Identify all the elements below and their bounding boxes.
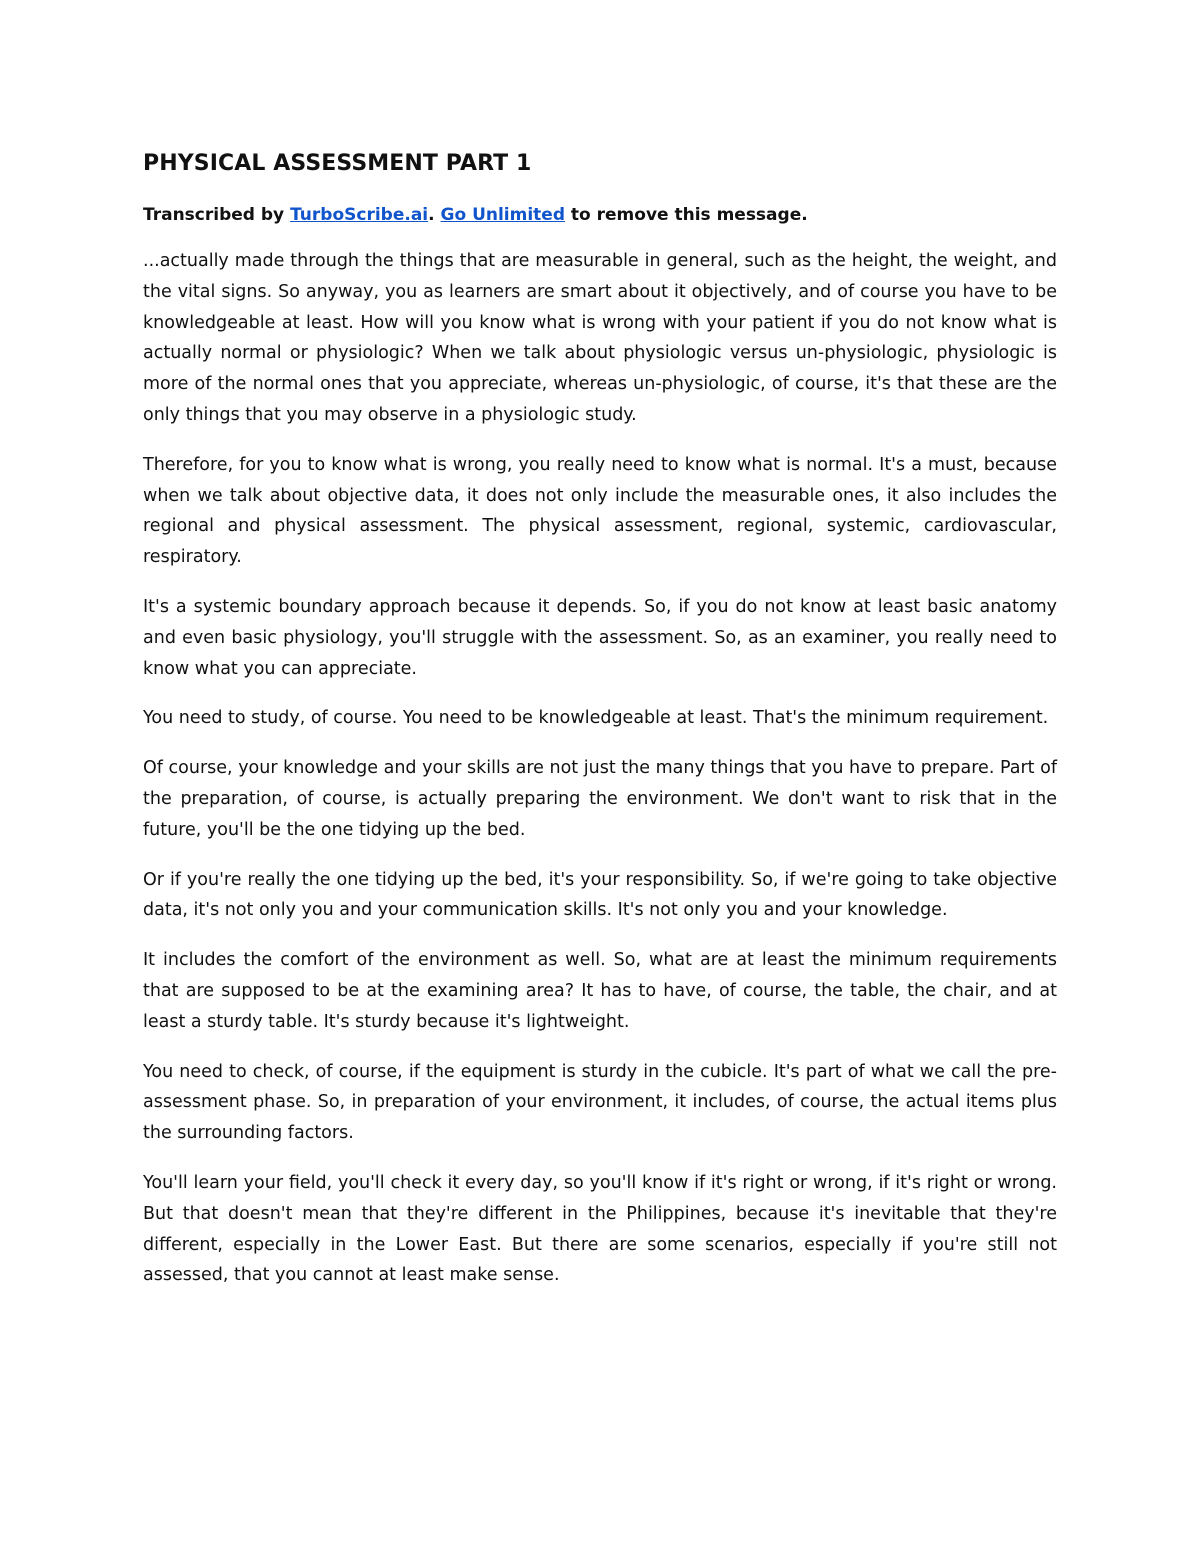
paragraph-2: Therefore, for you to know what is wrong, you really need to know what is normal. It's a must, because when we talk about objective data, it does not only include the measurable ones, it also includes the regional and physical assessment. The physical assessment, regional, systemic, cardiovascular, respiratory. — [143, 454, 1057, 568]
paragraph-6: Or if you're really the one tidying up the bed, it's your responsibility. So, if we're going to take objective data, it's not only you and your communication skills. It's not only you and your knowledge. — [143, 869, 1057, 921]
paragraph-1: ...actually made through the things that are measurable in general, such as the height, the weight, and the vital signs. So anyway, you as learners are smart about it objectively, and of course you have to be knowledgeable at least. How will you know what is wrong with your patient if you do not know what is actually normal or physiologic? When we talk about physiologic versus un-physiologic, physiologic is more of the normal ones that you appreciate, whereas un-physiologic, of course, it's that these are the only things that you may observe in a physiologic study. — [143, 251, 1057, 425]
paragraph-5: Of course, your knowledge and your skills are not just the many things that you have to prepare. Part of the preparation, of course, is actually preparing the environment. We don't want to risk that in the future, you'll be the one tidying up the bed. — [143, 758, 1057, 840]
transcription-notice — [143, 202, 1057, 228]
go-unlimited-link[interactable]: Go Unlimited — [440, 205, 565, 225]
paragraph-4: You need to study, of course. You need to be knowledgeable at least. That's the minimum requirement. — [143, 708, 1049, 729]
document-title: PHYSICAL ASSESSMENT PART 1 — [143, 151, 532, 176]
paragraph-7: It includes the comfort of the environment as well. So, what are at least the minimum requirements that are supposed to be at the examining area? It has to have, of course, the table, the chair, and at least a sturdy table. It's sturdy because it's lightweight. — [143, 950, 1057, 1032]
paragraph-9: You'll learn your field, you'll check it every day, so you'll know if it's right or wrong, if it's right or wrong. But that doesn't mean that they're different in the Philippines, because it's inevitable that they're different, especially in the Lower East. But there are some scenarios, especially if you're still not assessed, that you cannot at least make sense. — [143, 1172, 1057, 1286]
notice-prefix: Transcribed by — [143, 205, 291, 225]
notice-suffix: to remove this message. — [565, 205, 808, 225]
notice-middle: . — [428, 205, 441, 225]
paragraph-8: You need to check, of course, if the equipment is sturdy in the cubicle. It's part of what we call the pre-assessment phase. So, in preparation of your environment, it includes, of course, the actual items plus the surrounding factors. — [143, 1061, 1057, 1144]
paragraph-3: It's a systemic boundary approach because it depends. So, if you do not know at least basic anatomy and even basic physiology, you'll struggle with the assessment. So, as an examiner, you really need to know what you can appreciate. — [143, 596, 1057, 679]
document-page — [143, 148, 1057, 1310]
turboscribe-link[interactable]: TurboScribe.ai — [290, 205, 429, 225]
